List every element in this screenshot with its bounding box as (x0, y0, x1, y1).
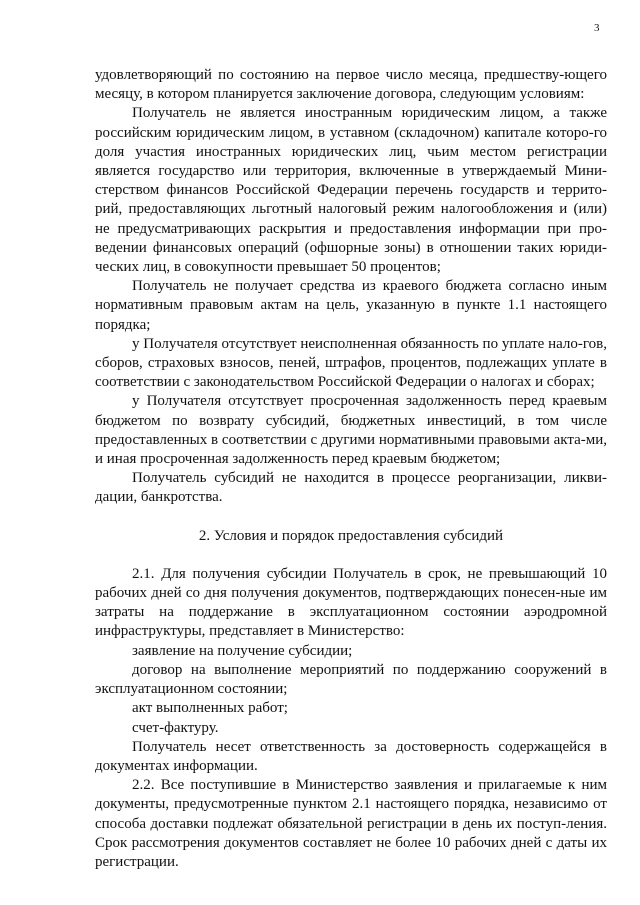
paragraph-2-1: 2.1. Для получения субсидии Получатель в срок, не превышающий 10 рабочих дней со дня получения документов, подтверждающих понесен-ные им затраты на поддержание в эксплуатационном состоянии аэродромной инфраструктуры, представляет в Министерство: (95, 565, 607, 640)
paragraph-conditions-intro: удовлетворяющий по состоянию на первое число месяца, предшеству-ющего месяцу, в котором планируется заключение договора, следующим условиям: (95, 67, 607, 103)
paragraph-no-tax-debt: у Получателя отсутствует неисполненная обязанность по уплате нало-гов, сборов, страховых взносов, пеней, штрафов, процентов, подлежащих уплате в соответствии с законодательством Российской Федерации о налогах и сборах; (95, 335, 607, 391)
paragraph-2-2: 2.2. Все поступившие в Министерство заявления и прилагаемые к ним документы, предусмотренные пунктом 2.1 настоящего порядка, независимо от способа доставки подлежат обязательной регистрации в день их поступ-ления. Срок рассмотрения документов составляет не более 10 рабочих дней с даты их регистрации. (95, 777, 607, 870)
paragraph-no-other-funds: Получатель не получает средства из краевого бюджета согласно иным нормативным правовым актам на цель, указанную в пункте 1.1 настоящего порядка; (95, 278, 607, 333)
paragraph-no-reorganization: Получатель субсидий не находится в процессе реорганизации, ликви-дации, банкротства. (95, 470, 607, 506)
paragraph-no-overdue-debt: у Получателя отсутствует просроченная задолженность перед краевым бюджетом по возврату субсидий, бюджетных инвестиций, в том числе предоставленных в соответствии с другими нормативными правовыми акта-ми, и иная просроченная задолженность перед краевым бюджетом; (95, 393, 607, 468)
list-item-contract: договор на выполнение мероприятий по поддержанию сооружений в эксплуатационном состоянии; (95, 661, 607, 698)
document-body (95, 66, 607, 872)
list-item-work-act: акт выполненных работ; (132, 700, 288, 717)
list-item-invoice: счет-фактуру. (132, 719, 219, 736)
paragraph-not-foreign-entity: Получатель не является иностранным юридическим лицом, а также российским юридическим лицом, в уставном (складочном) капитале которо-го доля участия иностранных юридических лиц, чьим местом регистрации является государство или территория, включенные в утверждаемый Мини-стерством финансов Российской Федерации перечень государств и террито-рий, предоставляющих льготный налоговый режим налогообложения и (или) не предусматривающих раскрытия и предоставления информации при про-ведении финансовых операций (офшорные зоны) в отношении таких юриди-ческих лиц, в совокупности превышает 50 процентов; (95, 105, 607, 276)
list-item-application: заявление на получение субсидии; (132, 642, 353, 659)
paragraph-responsibility: Получатель несет ответственность за достоверность содержащейся в документах информации. (95, 738, 607, 774)
page-number: 3 (594, 22, 600, 34)
section-heading-2: 2. Условия и порядок предоставления субсидий (198, 527, 504, 544)
